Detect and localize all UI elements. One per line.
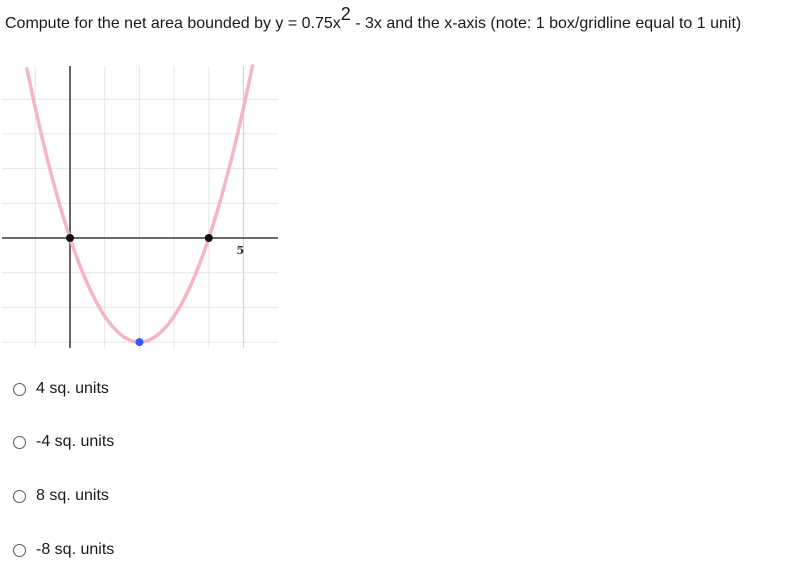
x-tick-label: 5 xyxy=(236,244,245,257)
option-label: -8 sq. units xyxy=(36,541,115,558)
option-4[interactable] xyxy=(13,378,109,400)
question-prefix: Compute for the net area bounded by y = 0.75x xyxy=(5,15,341,32)
radio-button[interactable] xyxy=(13,490,26,503)
vertex-point xyxy=(135,338,143,346)
parabola-graph xyxy=(0,64,282,352)
option-label: 8 sq. units xyxy=(36,487,109,504)
option-neg-8[interactable] xyxy=(13,539,114,561)
x-intercept-point xyxy=(66,234,74,242)
question-suffix: - 3x and the x-axis (note: 1 box/gridline equal to 1 unit) xyxy=(350,15,742,32)
graph-axes xyxy=(2,66,278,348)
question-exponent: 2 xyxy=(340,3,351,24)
radio-button[interactable] xyxy=(13,436,26,449)
graph-grid xyxy=(2,66,278,348)
radio-button[interactable] xyxy=(13,544,26,557)
question-text xyxy=(5,3,742,34)
radio-button[interactable] xyxy=(13,383,26,396)
x-intercept-point xyxy=(205,234,213,242)
option-8[interactable] xyxy=(13,485,109,507)
option-label: 4 sq. units xyxy=(36,380,109,397)
option-neg-4[interactable] xyxy=(13,431,114,453)
option-label: -4 sq. units xyxy=(36,433,115,450)
